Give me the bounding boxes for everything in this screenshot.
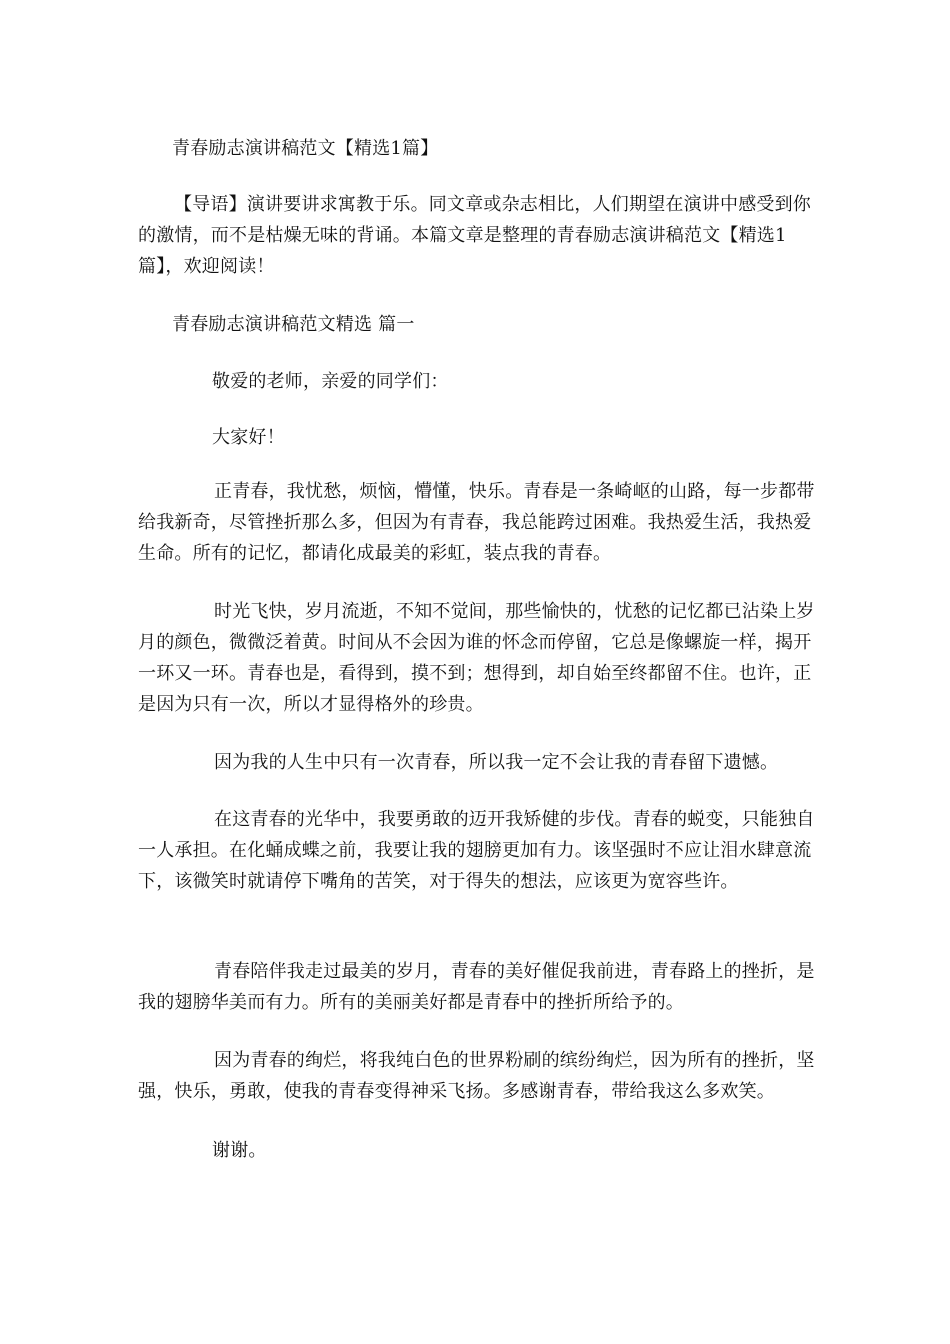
body-paragraph: 正青春，我忧愁，烦恼，懵懂，快乐。青春是一条崎岖的山路，每一步都带给我新奇，尽管挫折那么多，但因为有青春，我总能跨过困难。我热爱生活，我热爱生命。所有的记忆，都请化成最美的彩虹，装点我的青春。 [138, 481, 815, 564]
greeting: 大家好！ [212, 427, 285, 448]
body-paragraph: 青春陪伴我走过最美的岁月，青春的美好催促我前进，青春路上的挫折，是我的翅膀华美而有力。所有的美丽美好都是青春中的挫折所给予的。 [138, 961, 815, 1013]
document-title: 青春励志演讲稿范文【精选1篇】 [172, 138, 439, 159]
salutation: 敬爱的老师，亲爱的同学们： [212, 371, 449, 392]
body-paragraph: 因为青春的绚烂，将我纯白色的世界粉刷的缤纷绚烂，因为所有的挫折，坚强，快乐，勇敢，使我的青春变得神采飞扬。多感谢青春，带给我这么多欢笑。 [138, 1050, 815, 1102]
body-paragraph: 因为我的人生中只有一次青春，所以我一定不会让我的青春留下遗憾。 [214, 752, 779, 773]
body-paragraph: 时光飞快，岁月流逝，不知不觉间，那些愉快的，忧愁的记忆都已沾染上岁月的颜色，微微泛着黄。时间从不会因为谁的怀念而停留，它总是像螺旋一样，揭开一环又一环。青春也是，看得到，摸不到；想得到，却自始至终都留不住。也许，正是因为只有一次，所以才显得格外的珍贵。 [138, 601, 815, 715]
body-paragraph: 在这青春的光华中，我要勇敢的迈开我矫健的步伐。青春的蜕变，只能独自一人承担。在化蛹成蝶之前，我要让我的翅膀更加有力。该坚强时不应让泪水肆意流下，该微笑时就请停下嘴角的苦笑，对于得失的想法，应该更为宽容些许。 [138, 809, 815, 892]
intro-paragraph: 【导语】演讲要讲求寓教于乐。同文章或杂志相比，人们期望在演讲中感受到你的激情，而不是枯燥无味的背诵。本篇文章是整理的青春励志演讲稿范文【精选1篇】，欢迎阅读！ [138, 194, 811, 277]
closing: 谢谢。 [212, 1140, 267, 1161]
section-heading: 青春励志演讲稿范文精选 篇一 [172, 314, 415, 335]
